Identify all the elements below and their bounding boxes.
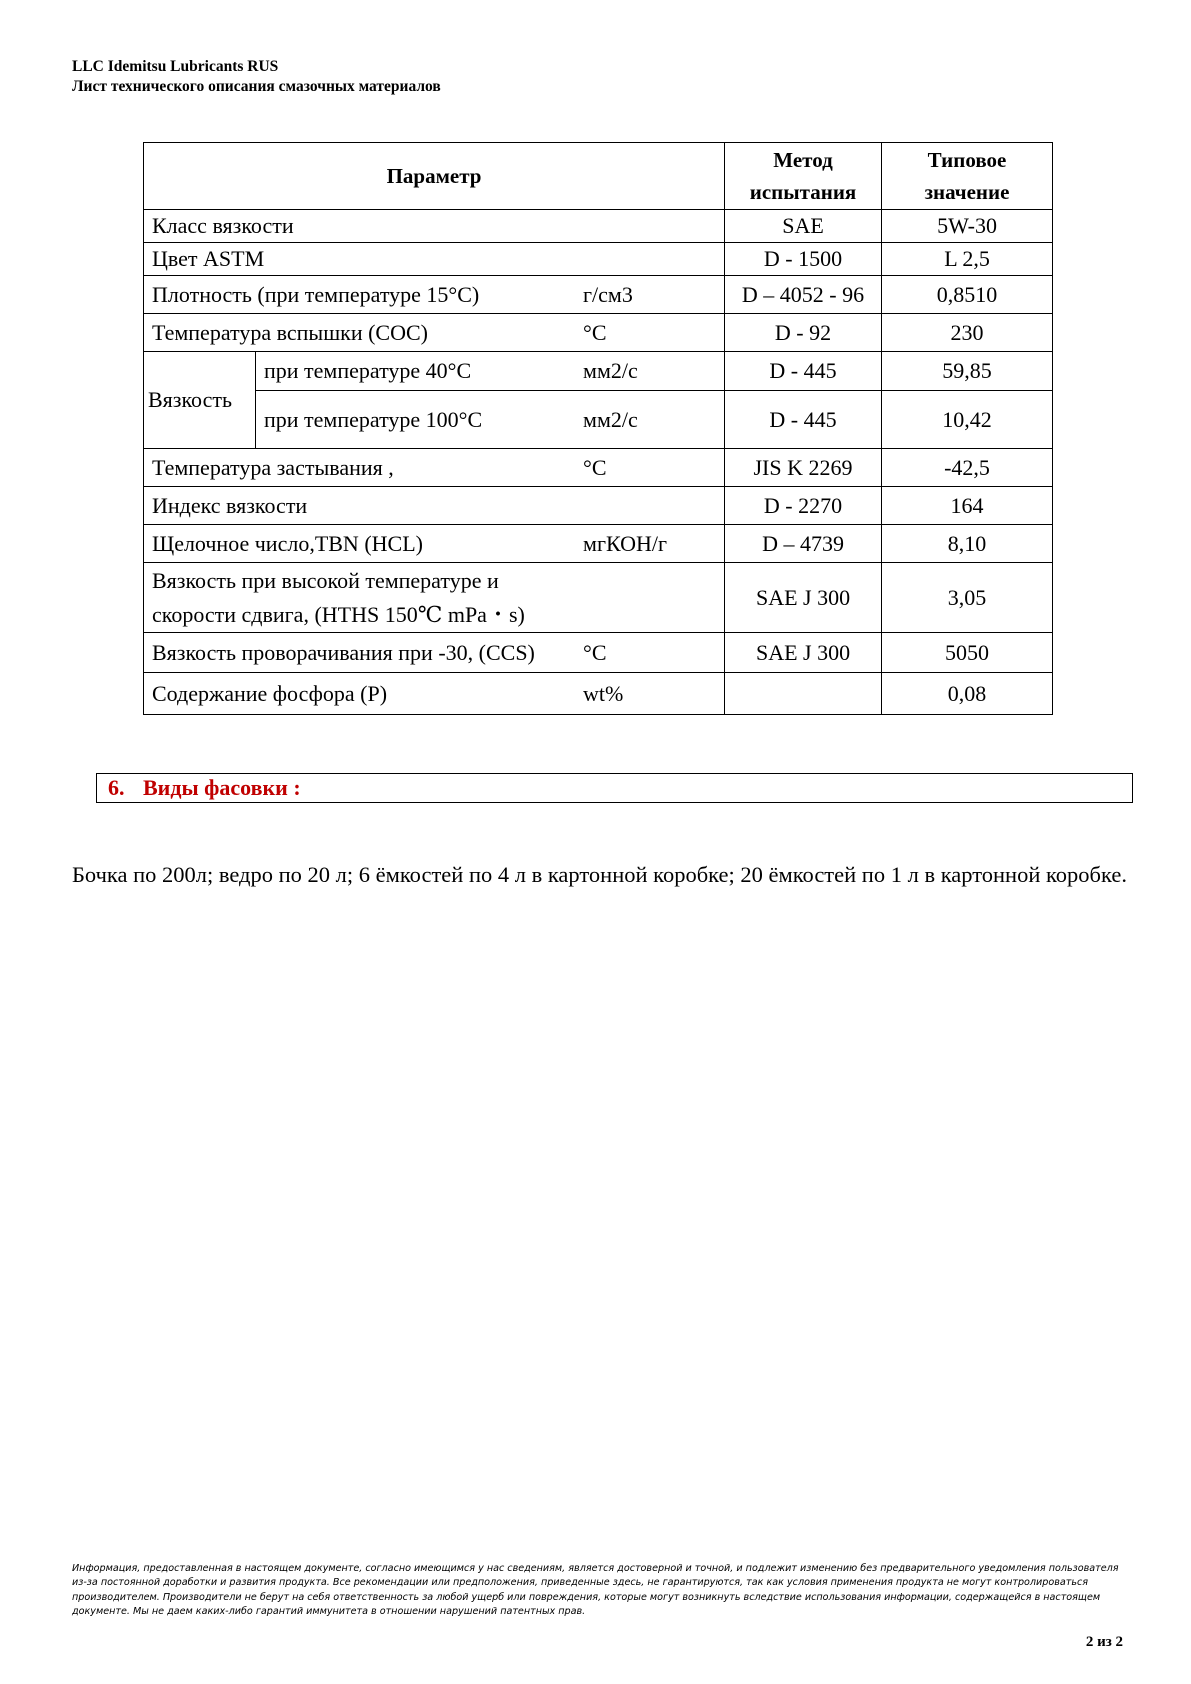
value-cell: L 2,5	[882, 243, 1053, 276]
value-cell: 8,10	[882, 525, 1053, 563]
method-cell: D - 92	[725, 314, 882, 352]
param-name: Температура вспышки (COC)	[152, 319, 428, 345]
table-header-row	[144, 143, 1053, 210]
table-row	[144, 449, 1053, 487]
param-cell	[144, 563, 725, 633]
param-name: Класс вязкости	[152, 213, 294, 238]
table-row	[144, 314, 1053, 352]
param-unit: °C	[583, 319, 607, 345]
page-number: 2 из 2	[1085, 1634, 1123, 1650]
table-row	[144, 563, 1053, 633]
section-6-heading	[96, 773, 1133, 803]
param-cell	[144, 276, 725, 314]
param-name: Цвет ASTM	[152, 246, 265, 271]
header-method: Метод испытания	[725, 143, 882, 210]
method-cell: JIS K 2269	[725, 449, 882, 487]
param-name: Температура застывания ,	[152, 454, 394, 480]
table-row	[144, 525, 1053, 563]
value-cell: 59,85	[882, 352, 1053, 391]
param-unit: °C	[583, 454, 607, 480]
param-name: Щелочное число,TBN (HCL)	[152, 530, 423, 556]
method-cell: D - 445	[725, 352, 882, 391]
disclaimer: Информация, предоставленная в настоящем документе, согласно имеющимся у нас сведениям, является достоверной и точной, и подлежит изменению без предварительного уведомления пользователя из-за постоянной доработки и развития продукта. Все рекомендации или предположения, приведенные здесь, не гарантируются, так как условия применения продукта не могут контролироваться производителем. Производители не берут на себя ответственность за любой ущерб или повреждения, которые могут возникнуть вследствие использования информации, содержащейся в настоящем документе. Мы не даем каких-либо гарантий иммунитета в отношении нарушений патентных прав.	[72, 1563, 1119, 1618]
param-name: Вязкость проворачивания при -30, (CCS)	[152, 639, 535, 665]
param-unit: г/см3	[583, 281, 633, 307]
table-row	[144, 243, 1053, 276]
viscosity-group-label: Вязкость	[144, 352, 256, 449]
section-number: 6.	[108, 775, 125, 800]
document-header	[72, 57, 441, 97]
value-cell: 230	[882, 314, 1053, 352]
method-cell: SAE	[725, 210, 882, 243]
method-cell: SAE J 300	[725, 633, 882, 673]
header-value: Типовое значение	[882, 143, 1053, 210]
param-cell	[144, 449, 725, 487]
header-parameter: Параметр	[144, 143, 725, 210]
table-row	[144, 391, 1053, 449]
section-title: Виды фасовки :	[143, 775, 301, 800]
param-cell	[144, 633, 725, 673]
value-cell: 3,05	[882, 563, 1053, 633]
packaging-text: Бочка по 200л; ведро по 20 л; 6 ёмкостей по 4 л в картонной коробке; 20 ёмкостей по 1 л в картонной коробке.	[72, 862, 1127, 887]
method-cell: SAE J 300	[725, 563, 882, 633]
param-cell	[256, 352, 725, 391]
table-row	[144, 633, 1053, 673]
value-cell: 164	[882, 487, 1053, 525]
table-row	[144, 276, 1053, 314]
table-row	[144, 210, 1053, 243]
param-cell	[144, 243, 725, 276]
method-cell	[725, 673, 882, 715]
param-name: Плотность (при температуре 15°C)	[152, 281, 480, 307]
param-unit: мм2/с	[583, 406, 638, 432]
value-cell: 0,08	[882, 673, 1053, 715]
table-row	[144, 673, 1053, 715]
param-cell	[144, 487, 725, 525]
param-name: Индекс вязкости	[152, 492, 308, 518]
method-cell: D - 1500	[725, 243, 882, 276]
specification-table	[143, 142, 1053, 715]
table-row	[144, 352, 1053, 391]
param-name: Содержание фосфора (P)	[152, 680, 388, 706]
method-cell: D – 4739	[725, 525, 882, 563]
param-cell	[144, 314, 725, 352]
param-unit: мм2/с	[583, 358, 638, 383]
param-name: Вязкость при высокой температуре и скорости сдвига, (HTHS 150℃ mPa・s)	[152, 567, 525, 627]
value-cell: 5W-30	[882, 210, 1053, 243]
param-unit: wt%	[583, 680, 624, 706]
value-cell: -42,5	[882, 449, 1053, 487]
table-row	[144, 487, 1053, 525]
method-cell: D - 2270	[725, 487, 882, 525]
param-cell	[144, 525, 725, 563]
param-cell	[144, 210, 725, 243]
param-name: при температуре 100°C	[264, 406, 483, 432]
param-cell	[144, 673, 725, 715]
company-name: LLC Idemitsu Lubricants RUS	[72, 58, 279, 75]
document-subtitle: Лист технического описания смазочных материалов	[72, 78, 441, 95]
value-cell: 0,8510	[882, 276, 1053, 314]
param-unit: °C	[583, 639, 607, 665]
param-name: при температуре 40°C	[264, 358, 472, 383]
value-cell: 5050	[882, 633, 1053, 673]
value-cell: 10,42	[882, 391, 1053, 449]
method-cell: D - 445	[725, 391, 882, 449]
param-unit: мгКОН/г	[583, 530, 667, 556]
param-cell	[256, 391, 725, 449]
method-cell: D – 4052 - 96	[725, 276, 882, 314]
